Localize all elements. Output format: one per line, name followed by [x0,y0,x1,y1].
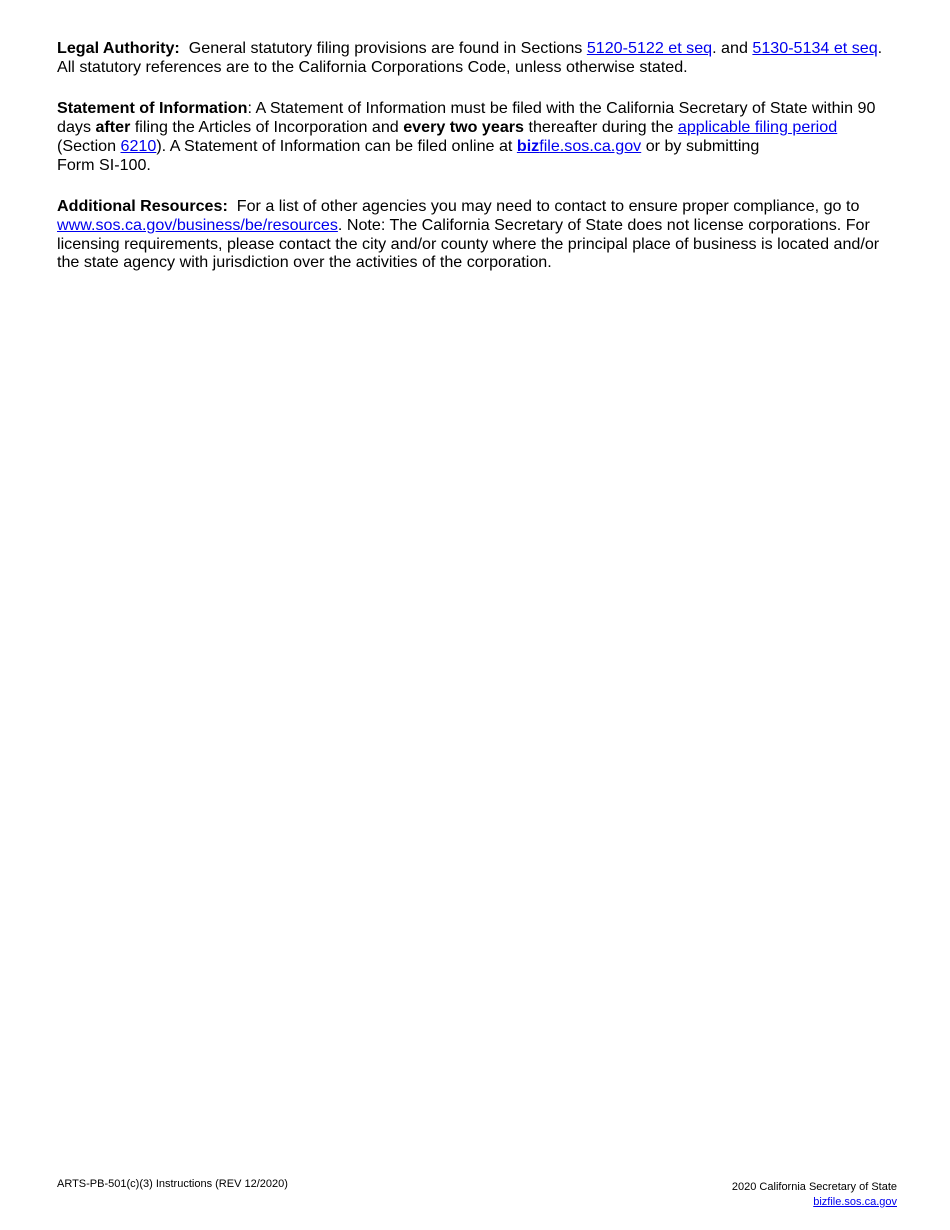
statement-bold-every-two-years: every two years [403,118,525,137]
additional-resources-paragraph [57,197,905,272]
footer-form-id: ARTS-PB-501(c)(3) Instructions (REV 12/2020) [57,1178,288,1190]
section-5130-link[interactable]: 5130-5134 et seq [752,39,878,57]
footer-copyright: 2020 California Secretary of State [731,1181,897,1193]
statement-text: thereafter during the [524,118,678,137]
legal-references-text: All statutory references are to the California Corporations Code, unless otherwise stated. [57,57,688,76]
legal-authority-paragraph [57,39,905,76]
statement-text: or by submitting [641,136,760,155]
statement-heading: Statement of Information [57,99,248,118]
resources-text: . Note: The California Secretary of State does not license corporations. For licensing requirements, please contact the city and/or county where the principal place of business is located and/or the state agency with jurisdiction over the activities of the corporation. [57,215,880,272]
statement-text: filing the Articles of Incorporation and [130,118,404,137]
statement-text: : A Statement of Information must be filed with the California Secretary of State within 90 days [57,99,876,137]
section-6210-link[interactable]: 6210 [120,136,157,155]
applicable-filing-period-link[interactable]: applicable filing period [677,118,838,137]
bizfile-link-rest: file.sos.ca.gov [539,136,642,155]
legal-authority-heading: Legal Authority: [57,39,180,57]
footer-bizfile-link[interactable]: bizfile.sos.ca.gov [813,1196,897,1208]
resources-text: For a list of other agencies you may need to contact to ensure proper compliance, go to [227,197,864,216]
instructions-body [57,39,905,295]
additional-resources-heading: Additional Resources: [57,197,228,216]
resources-link[interactable]: www.sos.ca.gov/business/be/resources [57,215,338,234]
bizfile-link-bold: biz [516,136,540,155]
statement-text: (Section [57,136,121,155]
bizfile-link[interactable] [517,137,641,155]
legal-text: . and [712,39,753,57]
legal-text: General statutory filing provisions are found in Sections [179,39,587,57]
section-5120-link[interactable]: 5120-5122 et seq [586,39,713,57]
statement-bold-after: after [95,118,131,137]
legal-text: . [877,39,883,57]
statement-text: ). A Statement of Information can be filed online at [156,136,517,155]
statement-of-information-paragraph [57,99,905,174]
statement-form-text: Form SI-100. [57,155,151,174]
footer-right [732,1180,897,1210]
